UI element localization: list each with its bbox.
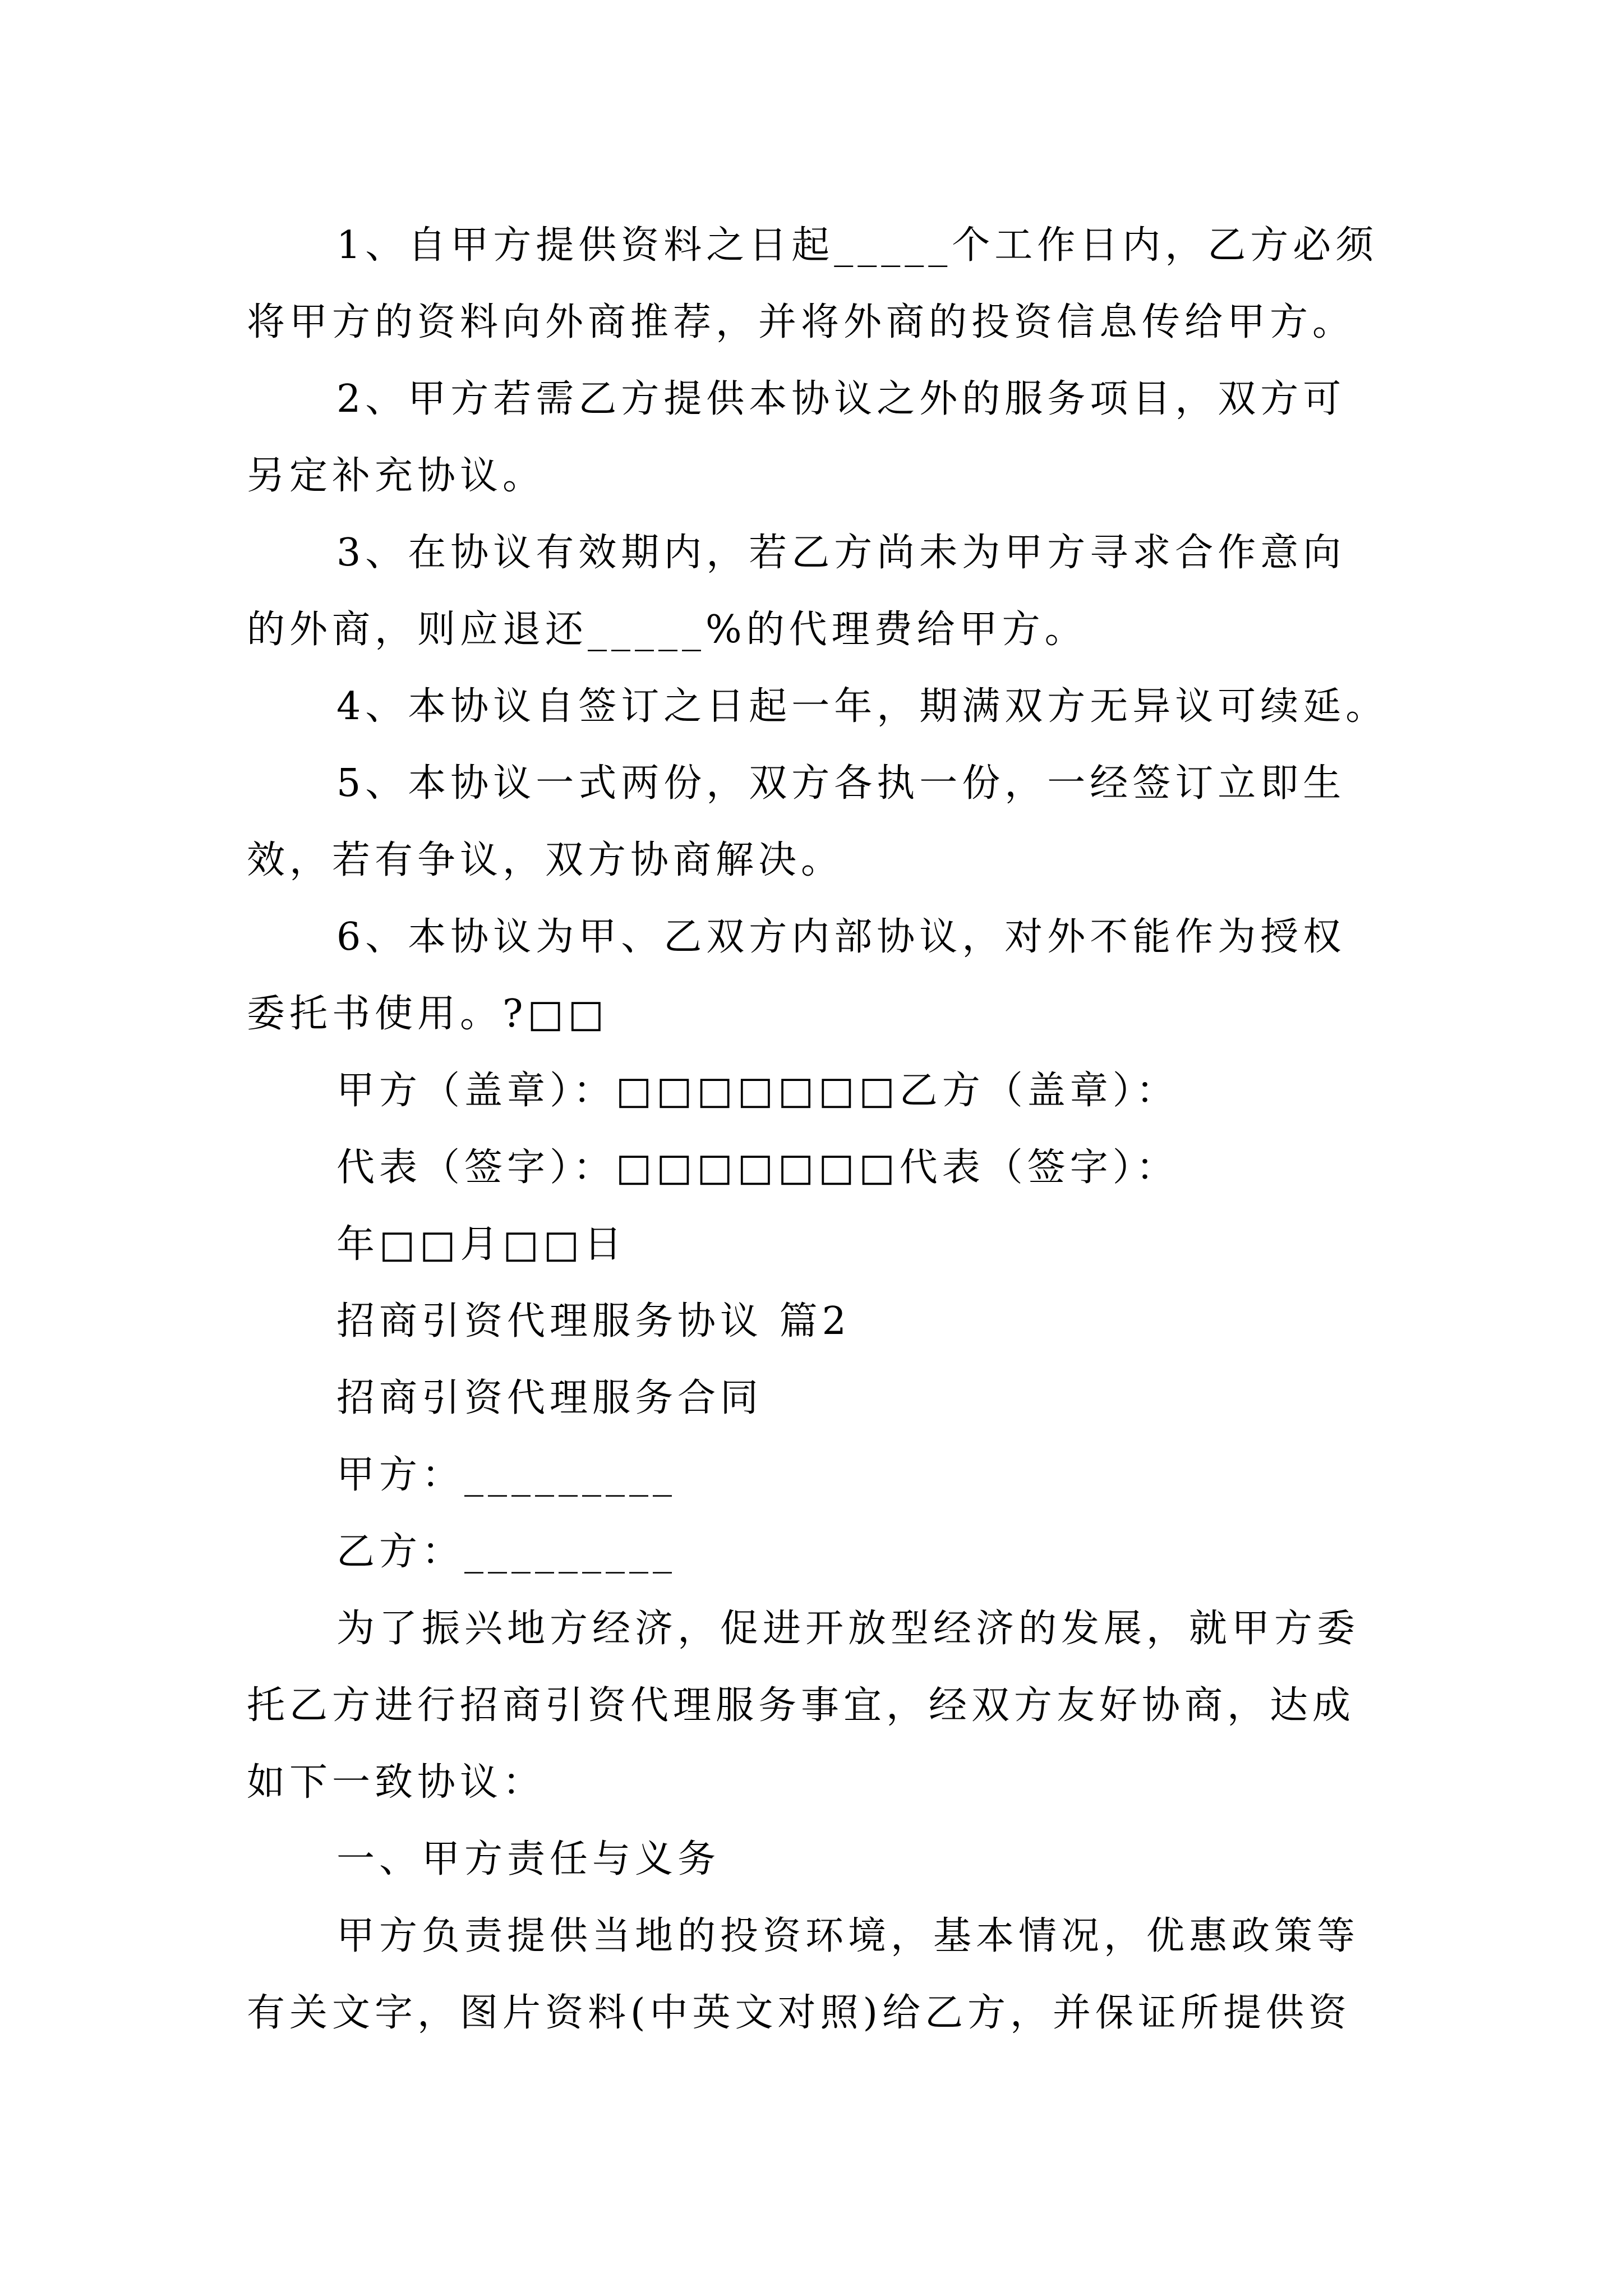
party-b-line: 乙方：_________ bbox=[336, 1530, 677, 1574]
clause-6-line-2: 委托书使用。?□□ bbox=[247, 992, 608, 1036]
clause-2-line-2: 另定补充协议。 bbox=[247, 454, 546, 498]
preamble-line-1: 为了振兴地方经济，促进开放型经济的发展，就甲方委 bbox=[336, 1607, 1360, 1651]
clause-4-line-1: 4、本协议自签订之日起一年，期满双方无异议可续延。 bbox=[336, 684, 1389, 729]
preamble-line-2: 托乙方进行招商引资代理服务事宜，经双方友好协商，达成 bbox=[247, 1683, 1355, 1728]
clause-5-line-1: 5、本协议一式两份，双方各执一份，一经签订立即生 bbox=[336, 761, 1346, 806]
clause-3-line-2: 的外商，则应退还_____%的代理费给甲方。 bbox=[247, 608, 1087, 652]
date-line: 年□□月□□日 bbox=[336, 1222, 626, 1267]
contract-title: 招商引资代理服务合同 bbox=[336, 1376, 763, 1420]
seal-line: 甲方（盖章）：□□□□□□□乙方（盖章）： bbox=[336, 1069, 1179, 1113]
party-a-line: 甲方：_________ bbox=[336, 1453, 677, 1497]
duties-line-1: 甲方负责提供当地的投资环境，基本情况，优惠政策等 bbox=[336, 1914, 1360, 1958]
party-a-duties-heading: 一、甲方责任与义务 bbox=[336, 1837, 721, 1881]
preamble-line-3: 如下一致协议： bbox=[247, 1760, 546, 1805]
clause-6-line-1: 6、本协议为甲、乙双方内部协议，对外不能作为授权 bbox=[336, 915, 1346, 959]
section-heading: 招商引资代理服务协议 篇2 bbox=[336, 1299, 851, 1343]
signature-line: 代表（签字）：□□□□□□□代表（签字）： bbox=[336, 1145, 1179, 1190]
clause-1-line-1: 1、自甲方提供资料之日起_____个工作日内，乙方必须 bbox=[336, 223, 1378, 268]
clause-2-line-1: 2、甲方若需乙方提供本协议之外的服务项目，双方可 bbox=[336, 377, 1346, 421]
clause-3-line-1: 3、在协议有效期内，若乙方尚未为甲方寻求合作意向 bbox=[336, 531, 1346, 575]
clause-1-line-2: 将甲方的资料向外商推荐，并将外商的投资信息传给甲方。 bbox=[247, 300, 1355, 344]
duties-line-2: 有关文字，图片资料(中英文对照)给乙方，并保证所提供资 bbox=[247, 1991, 1352, 2035]
clause-5-line-2: 效，若有争议，双方协商解决。 bbox=[247, 838, 844, 882]
